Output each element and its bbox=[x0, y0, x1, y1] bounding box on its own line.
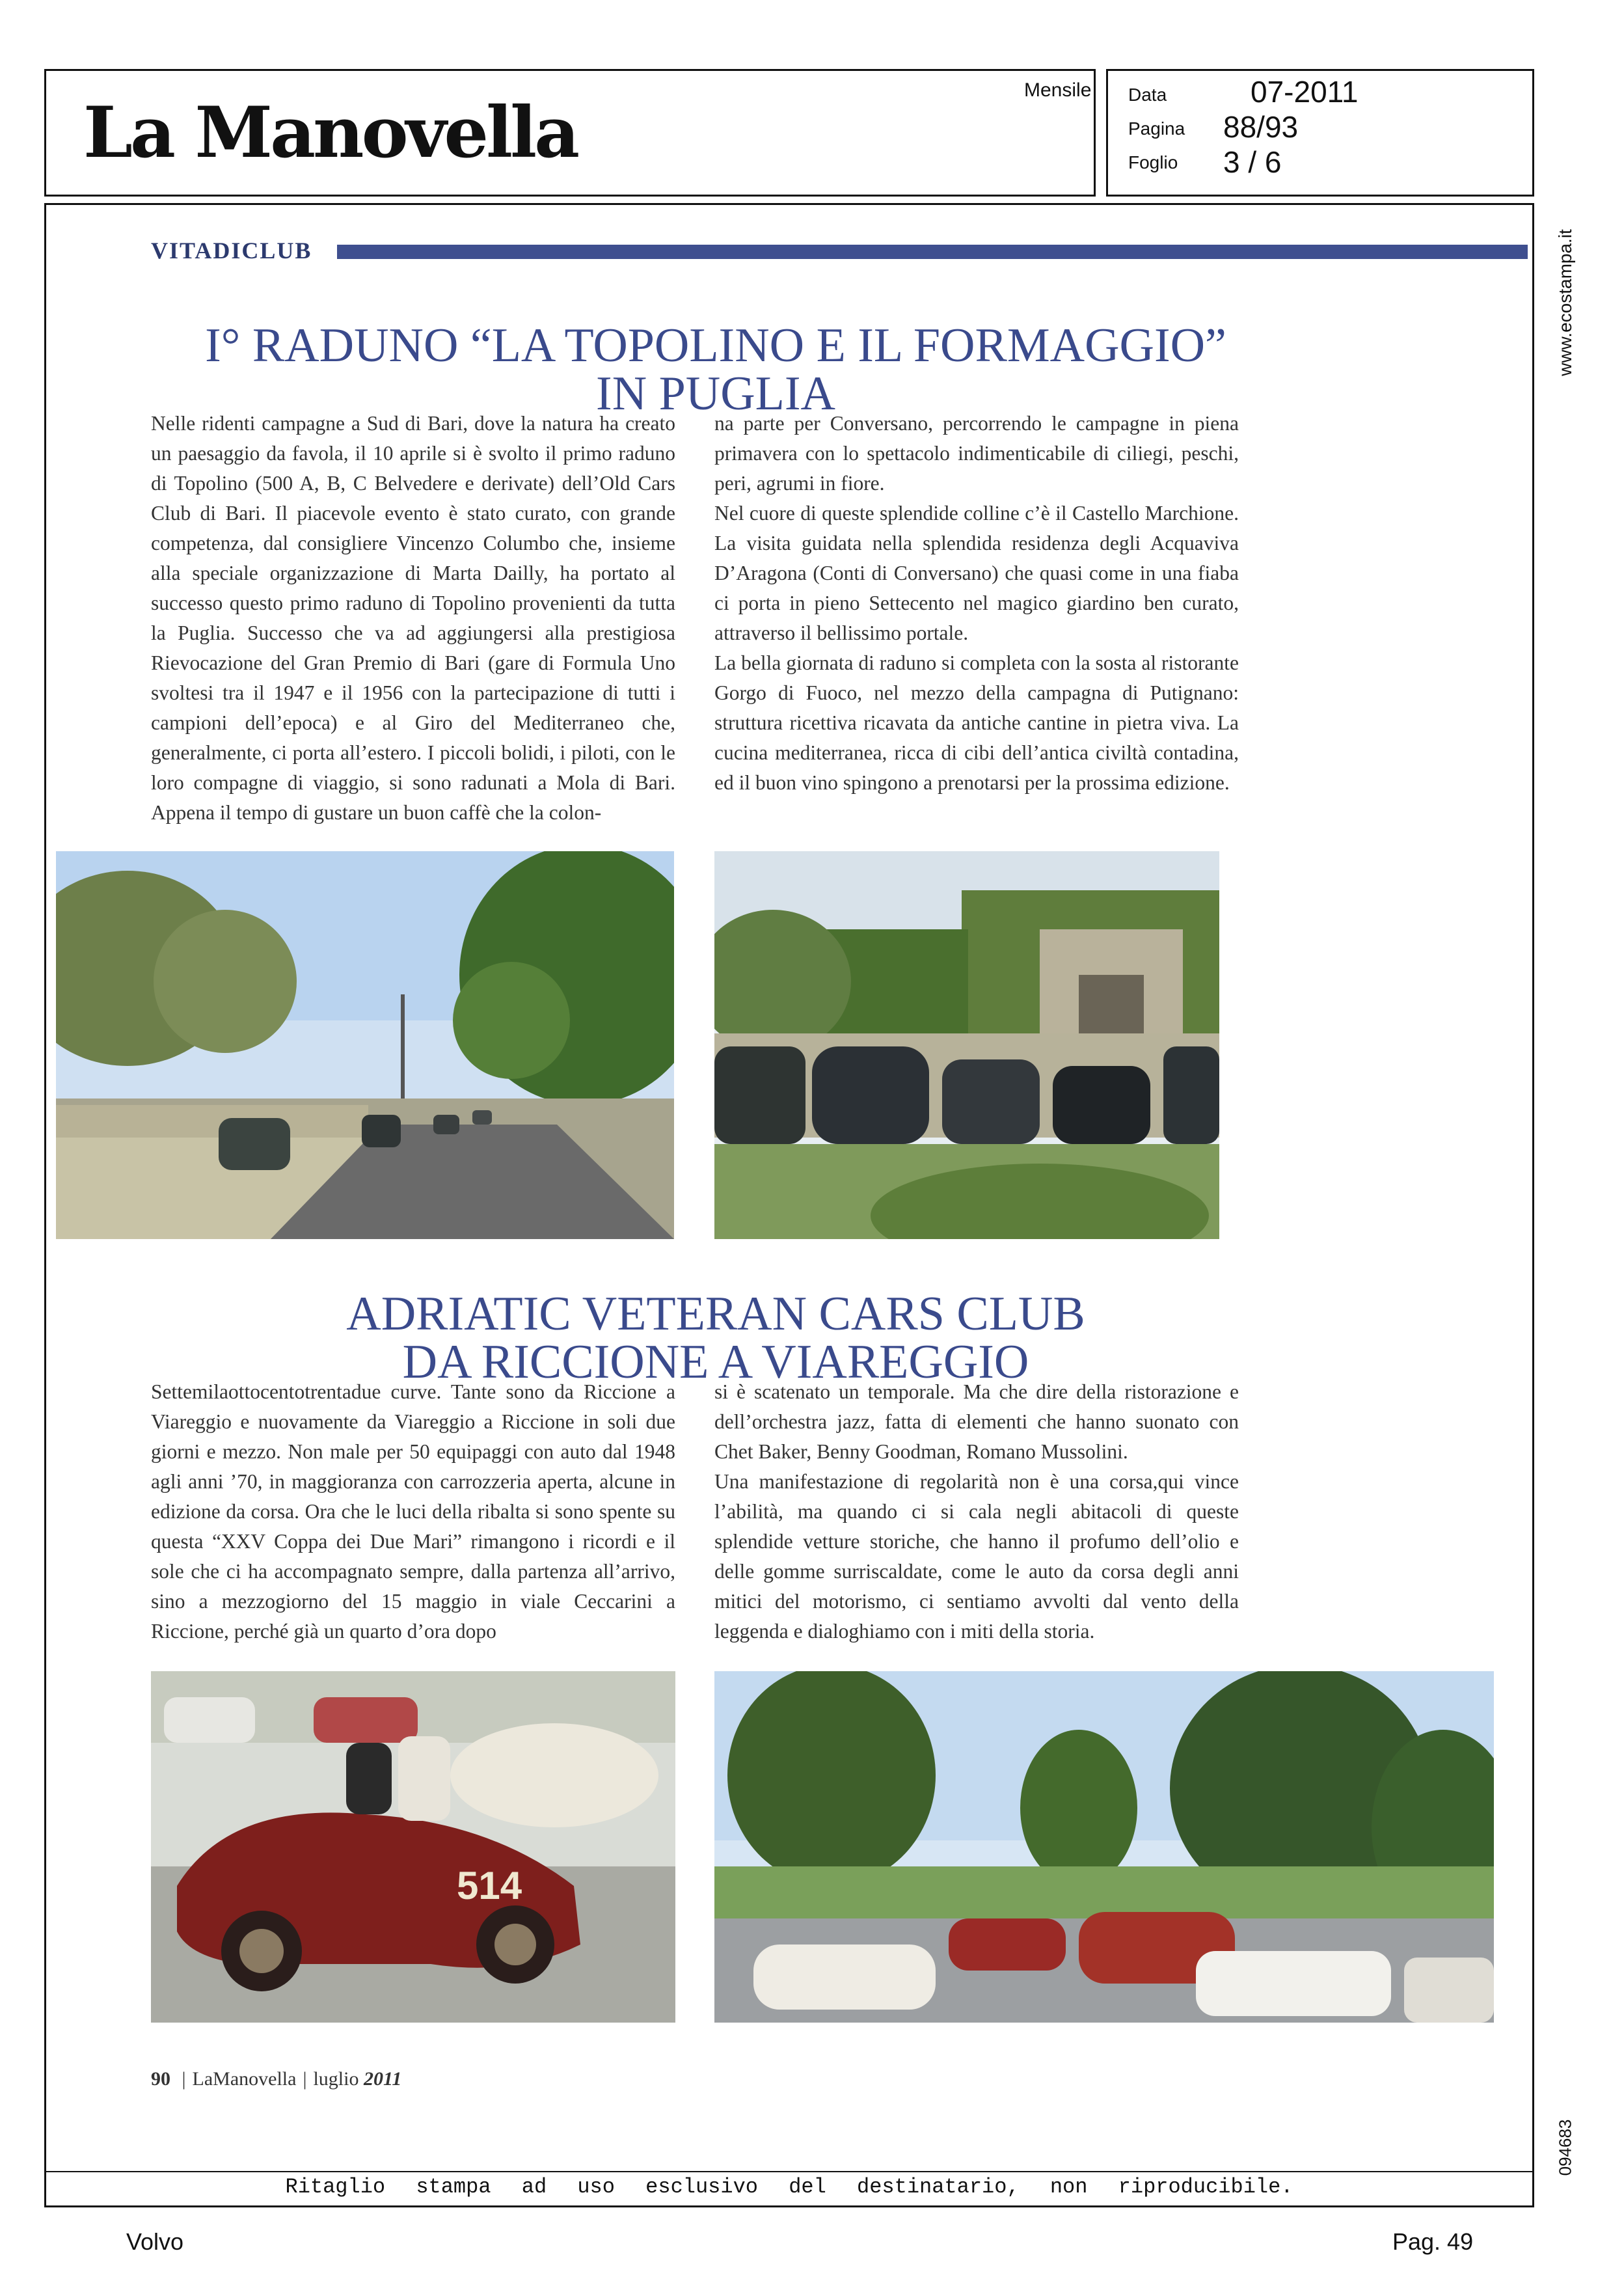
side-website: www.ecostampa.it bbox=[1555, 229, 1575, 376]
article1-title bbox=[130, 321, 1301, 418]
photo-parked-cars bbox=[714, 1671, 1494, 2023]
article2-title-line2: DA RICCIONE A VIAREGGIO bbox=[402, 1335, 1029, 1389]
article2-paragraph: si è scatenato un temporale. Ma che dire della ristorazione e dell’orchestra jazz, fatta di elementi che hanno suonato con Chet Baker, Benny Goodman, Romano Mussolini. bbox=[714, 1380, 1239, 1463]
clip-divider bbox=[46, 2171, 1533, 2172]
article2-paragraph: Una manifestazione di regolarità non è una corsa,qui vince l’abilità, ma quando ci si cala negli abitacoli di queste splendide vetture storiche, che hanno il profumo dell’olio e delle gomme surriscaldate, come le auto da corsa degli anni mitici del motorismo, ci sentiamo avvolti dal vento della leggenda e dialoghiamo con i miti della storia. bbox=[714, 1470, 1239, 1643]
meta-label-foglio: Foglio bbox=[1128, 152, 1178, 172]
article2-column-left bbox=[151, 1377, 675, 1646]
side-code: 094683 bbox=[1555, 2119, 1575, 2176]
article1-paragraph: La bella giornata di raduno si completa con la sosta al ristorante Gorgo di Fuoco, nel mezzo della campagna di Putignano: struttura ricettiva ricavata da antiche cantine in pietra viva. La cucina mediterranea, ricca di cibi dell’antica civiltà contadina, ed il buon vino spingono a prenotarsi per la prossima edizione. bbox=[714, 651, 1239, 794]
meta-value-foglio: 3 / 6 bbox=[1223, 145, 1282, 179]
article1-column-right bbox=[714, 409, 1239, 798]
bottom-client: Volvo bbox=[126, 2228, 184, 2255]
page-footer: 90 | LaManovella | luglio 2011 bbox=[151, 2068, 402, 2090]
clip-notice: Ritaglio stampa ad uso esclusivo del destinatario, non riproducibile. bbox=[285, 2175, 1293, 2199]
meta-label-pagina: Pagina bbox=[1128, 118, 1185, 139]
article1-title-line1: I° RADUNO “LA TOPOLINO E IL FORMAGGIO” bbox=[205, 319, 1226, 372]
frequency-label: Mensile bbox=[1024, 79, 1092, 101]
article1-paragraph: Nelle ridenti campagne a Sud di Bari, dove la natura ha creato un paesaggio da favola, il 10 aprile si è svolto il primo raduno di Topolino (500 A, B, C Belvedere e derivate) dell’Old Cars Club di Bari. Il piacevole evento è stato curato, con grande competenza, dal consigliere Vincenzo Columbo che, insieme alla speciale organizzazione di Marta Dailly, ha portato al successo questo primo raduno di Topolino provenienti da tutta la Puglia. Successo che va ad aggiungersi alla prestigiosa Rievocazione del Gran Premio di Bari (gare di Formula Uno svoltesi tra il 1947 e il 1956 con la partecipazione di tutti i campioni dell’epoca) e al Giro del Mediterraneo che, generalmente, ci porta all’estero. I piccoli bolidi, i piloti, con le loro compagne di viaggio, si sono radunati a Mola di Bari. Appena il tempo di gustare un buon caffè che la colon- bbox=[151, 412, 675, 824]
article1-paragraph: na parte per Conversano, percorrendo le campagne in piena primavera con lo spettacolo indimenticabile di ciliegi, peschi, peri, agrumi in fiore. bbox=[714, 412, 1239, 495]
magazine-logo: La Manovella bbox=[83, 92, 578, 174]
car-number-514: 514 bbox=[457, 1864, 522, 1907]
article2-paragraph: Settemilaottocentotrentadue curve. Tante sono da Riccione a Viareggio e nuovamente da Viareggio a Riccione in soli due giorni e mezzo. Non male per 50 equipaggi con auto dal 1948 agli anni ’70, in maggioranza con carrozzeria aperta, alcune in edizione da corsa. Ora che le luci della ribalta si sono spente su questa “XXV Coppa dei Due Mari” rimangono i ricordi e il sole che ci ha accompagnato sempre, dalla partenza all’arrivo, sino a mezzogiorno del 15 maggio in viale Ceccarini a Riccione, perché già un quarto d’ora dopo bbox=[151, 1380, 675, 1643]
article1-column-left bbox=[151, 409, 675, 828]
bottom-page: Pag. 49 bbox=[1392, 2228, 1474, 2255]
footer-page-number: 90 bbox=[151, 2068, 170, 2090]
photo-race-car-514 bbox=[151, 1671, 675, 2023]
article1-paragraph: Nel cuore di queste splendide colline c’è il Castello Marchione. La visita guidata nella splendida residenza degli Acquaviva D’Aragona (Conti di Conversano) che quasi come in una fiaba ci porta in pieno Settecento nel magico giardino ben curato, attraverso il bellissimo portale. bbox=[714, 502, 1239, 644]
article2-title bbox=[130, 1287, 1301, 1389]
footer-year: 2011 bbox=[363, 2068, 402, 2090]
photo-castle-cars bbox=[714, 851, 1219, 1239]
meta-label-data: Data bbox=[1128, 85, 1167, 105]
article1-title-line2: IN PUGLIA bbox=[596, 367, 835, 420]
section-bar bbox=[337, 245, 1528, 259]
footer-magazine: LaManovella bbox=[192, 2068, 297, 2090]
footer-month: luglio bbox=[313, 2068, 359, 2090]
article2-title-line1: ADRIATIC VETERAN CARS CLUB bbox=[346, 1287, 1085, 1341]
article2-column-right bbox=[714, 1377, 1239, 1646]
meta-value-data: 07-2011 bbox=[1251, 75, 1359, 109]
meta-value-pagina: 88/93 bbox=[1223, 110, 1299, 144]
photo-road-topolino bbox=[56, 851, 674, 1239]
section-label: VITADICLUB bbox=[151, 238, 312, 264]
